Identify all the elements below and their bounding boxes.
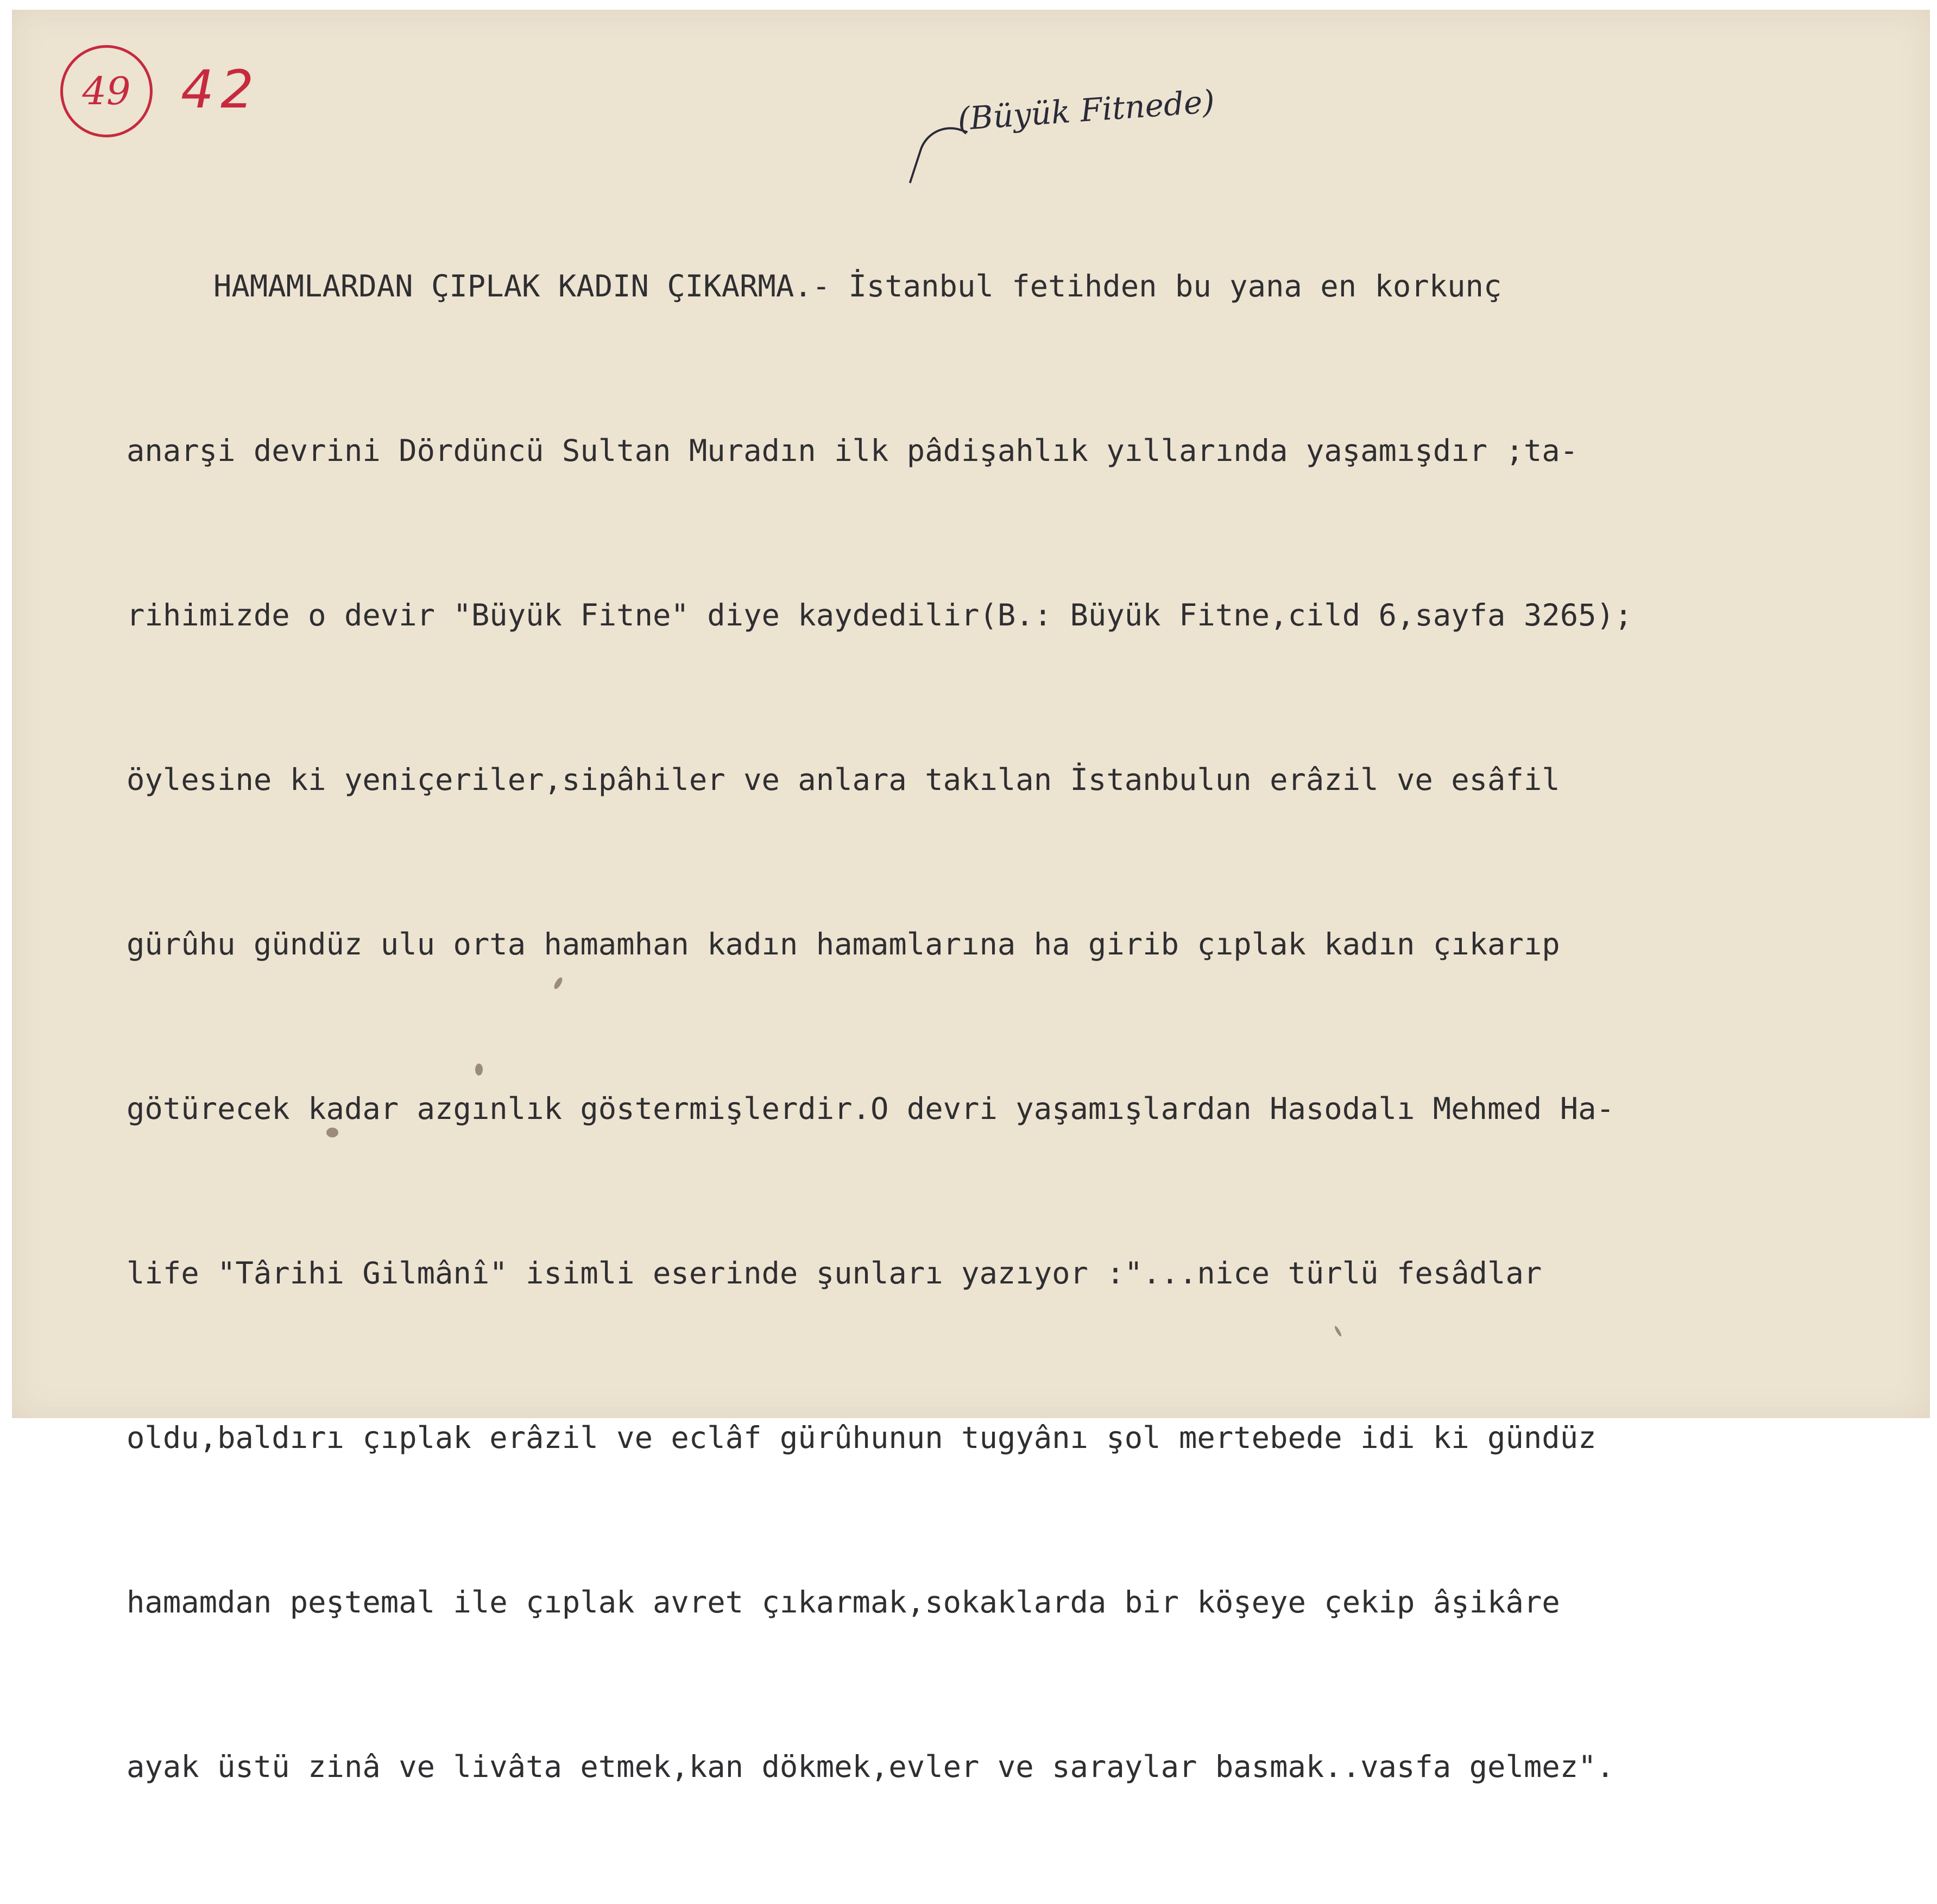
circled-number-text: 49 [82, 69, 131, 113]
text-line: life "Târihi Gilmânî" isimli eserinde şunları yazıyor :"...nice türlü fesâdlar [127, 1256, 1542, 1291]
paper-smudge [326, 1128, 338, 1137]
text-line: gürûhu gündüz ulu orta hamamhan kadın hamamlarına ha girib çıplak kadın çıkarıp [127, 927, 1560, 962]
red-page-number: 42 [181, 59, 261, 120]
text-line: oldu,baldırı çıplak erâzil ve eclâf gürûhunun tugyânı şol mertebede idi ki gündüz [127, 1420, 1597, 1456]
text-line: rihimizde o devir "Büyük Fitne" diye kaydedilir(B.: Büyük Fitne,cild 6,sayfa 3265); [127, 598, 1633, 633]
text-line: hamamdan peştemal ile çıplak avret çıkarmak,sokaklarda bir köşeye çekip âşikâre [127, 1585, 1560, 1620]
text-line: anarşi devrini Dördüncü Sultan Muradın ilk pâdişahlık yıllarında yaşamışdır ;ta- [127, 433, 1579, 469]
circled-page-number [52, 36, 161, 146]
paper-smudge [475, 1064, 483, 1076]
text-line: öylesine ki yeniçeriler,sipâhiler ve anlara takılan İstanbulun erâzil ve esâfil [127, 762, 1560, 798]
handwritten-note: (Büyük Fitnede) [956, 83, 1216, 138]
paper-sheet [12, 10, 1930, 1785]
text-line: ayak üstü zinâ ve livâta etmek,kan dökmek,evler ve saraylar basmak..vasfa gelmez". [127, 1749, 1614, 1785]
text-line: HAMAMLARDAN ÇIPLAK KADIN ÇIKARMA.- İstanbul fetihden bu yana en korkunç [213, 269, 1502, 304]
text-line: götürecek kadar azgınlık göstermişlerdir.O devri yaşamışlardan Hasodalı Mehmed Ha- [127, 1091, 1614, 1127]
typewritten-body [127, 149, 1929, 1904]
